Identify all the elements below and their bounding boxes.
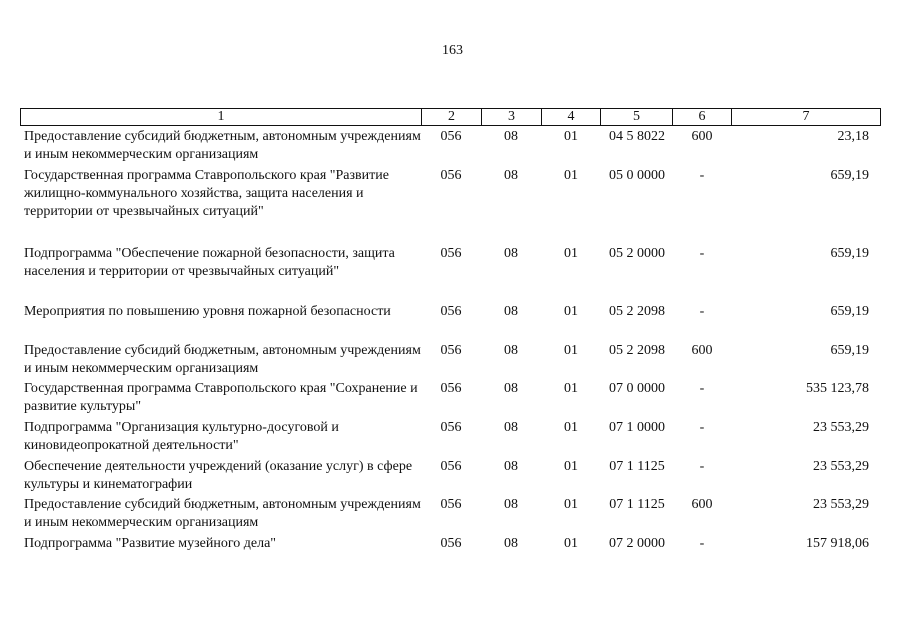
row-name: Предоставление субсидий бюджетным, автономным учреждениям и иным некоммерческим организациям — [24, 343, 421, 376]
row-col-4: 01 — [564, 497, 578, 512]
row-col-6: - — [699, 304, 705, 319]
table-header — [20, 108, 881, 126]
row-name: Обеспечение деятельности учреждений (оказание услуг) в сфере культуры и кинематографии — [24, 459, 413, 492]
row-name: Подпрограмма "Организация культурно-досуговой и киновидеопрокатной деятельности" — [24, 420, 339, 453]
row-col-6: 600 — [691, 343, 713, 358]
row-col-3: 08 — [504, 420, 518, 435]
row-col-6: - — [699, 536, 705, 551]
row-col-3: 08 — [504, 343, 518, 358]
row-name: Предоставление субсидий бюджетным, автономным учреждениям и иным некоммерческим организациям — [24, 129, 421, 162]
row-col-3: 08 — [504, 246, 518, 261]
row-col-4: 01 — [564, 536, 578, 551]
row-col-4: 01 — [564, 246, 578, 261]
row-col-5: 07 1 1125 — [609, 497, 665, 512]
row-amount: 535 123,78 — [806, 381, 869, 396]
row-col-6: 600 — [691, 497, 713, 512]
row-col-4: 01 — [564, 459, 578, 474]
row-amount: 23 553,29 — [813, 420, 869, 435]
row-amount: 659,19 — [830, 343, 869, 358]
row-col-4: 01 — [564, 304, 578, 319]
header-col-1: 1 — [21, 109, 422, 125]
row-col-3: 08 — [504, 459, 518, 474]
row-name: Подпрограмма "Обеспечение пожарной безопасности, защита населения и территории от чрезвычайных ситуаций" — [24, 246, 395, 279]
row-col-2: 056 — [440, 536, 462, 551]
row-col-6: - — [699, 381, 705, 396]
row-col-5: 04 5 8022 — [609, 129, 665, 144]
row-amount: 659,19 — [830, 246, 869, 261]
row-amount: 659,19 — [830, 304, 869, 319]
header-col-2: 2 — [422, 109, 482, 125]
header-col-3: 3 — [482, 109, 542, 125]
row-name: Подпрограмма "Развитие музейного дела" — [24, 536, 277, 551]
row-col-3: 08 — [504, 168, 518, 183]
row-col-6: - — [699, 420, 705, 435]
row-col-5: 07 1 0000 — [609, 420, 665, 435]
row-col-3: 08 — [504, 536, 518, 551]
row-amount: 23,18 — [837, 129, 869, 144]
row-col-5: 07 0 0000 — [609, 381, 665, 396]
row-amount: 659,19 — [830, 168, 869, 183]
row-amount: 23 553,29 — [813, 459, 869, 474]
row-amount: 157 918,06 — [806, 536, 869, 551]
row-col-5: 05 0 0000 — [609, 168, 665, 183]
row-col-5: 05 2 2098 — [609, 304, 665, 319]
header-col-6: 6 — [673, 109, 732, 125]
row-col-6: 600 — [691, 129, 713, 144]
row-col-2: 056 — [440, 129, 462, 144]
row-amount: 23 553,29 — [813, 497, 869, 512]
row-col-6: - — [699, 246, 705, 261]
header-col-4: 4 — [542, 109, 601, 125]
row-col-3: 08 — [504, 304, 518, 319]
row-col-2: 056 — [440, 246, 462, 261]
row-col-6: - — [699, 459, 705, 474]
header-col-5: 5 — [601, 109, 673, 125]
row-col-2: 056 — [440, 168, 462, 183]
row-col-6: - — [699, 168, 705, 183]
row-name: Государственная программа Ставропольского края "Развитие жилищно-коммунального хозяйства, защита населения и территории от чрезвычайных ситуаций" — [24, 168, 389, 219]
row-col-2: 056 — [440, 420, 462, 435]
row-col-3: 08 — [504, 129, 518, 144]
row-col-4: 01 — [564, 168, 578, 183]
row-col-5: 05 2 0000 — [609, 246, 665, 261]
row-name: Предоставление субсидий бюджетным, автономным учреждениям и иным некоммерческим организациям — [24, 497, 421, 530]
row-col-4: 01 — [564, 381, 578, 396]
row-col-4: 01 — [564, 343, 578, 358]
row-name: Мероприятия по повышению уровня пожарной безопасности — [24, 304, 391, 319]
row-col-2: 056 — [440, 304, 462, 319]
page-number: 163 — [442, 43, 463, 58]
header-col-7: 7 — [802, 109, 810, 124]
row-col-3: 08 — [504, 381, 518, 396]
row-col-2: 056 — [440, 497, 462, 512]
row-col-4: 01 — [564, 420, 578, 435]
row-col-3: 08 — [504, 497, 518, 512]
row-name: Государственная программа Ставропольского края "Сохранение и развитие культуры" — [24, 381, 418, 414]
row-col-5: 05 2 2098 — [609, 343, 665, 358]
row-col-5: 07 2 0000 — [609, 536, 665, 551]
row-col-4: 01 — [564, 129, 578, 144]
row-col-5: 07 1 1125 — [609, 459, 665, 474]
row-col-2: 056 — [440, 343, 462, 358]
row-col-2: 056 — [440, 381, 462, 396]
row-col-2: 056 — [440, 459, 462, 474]
